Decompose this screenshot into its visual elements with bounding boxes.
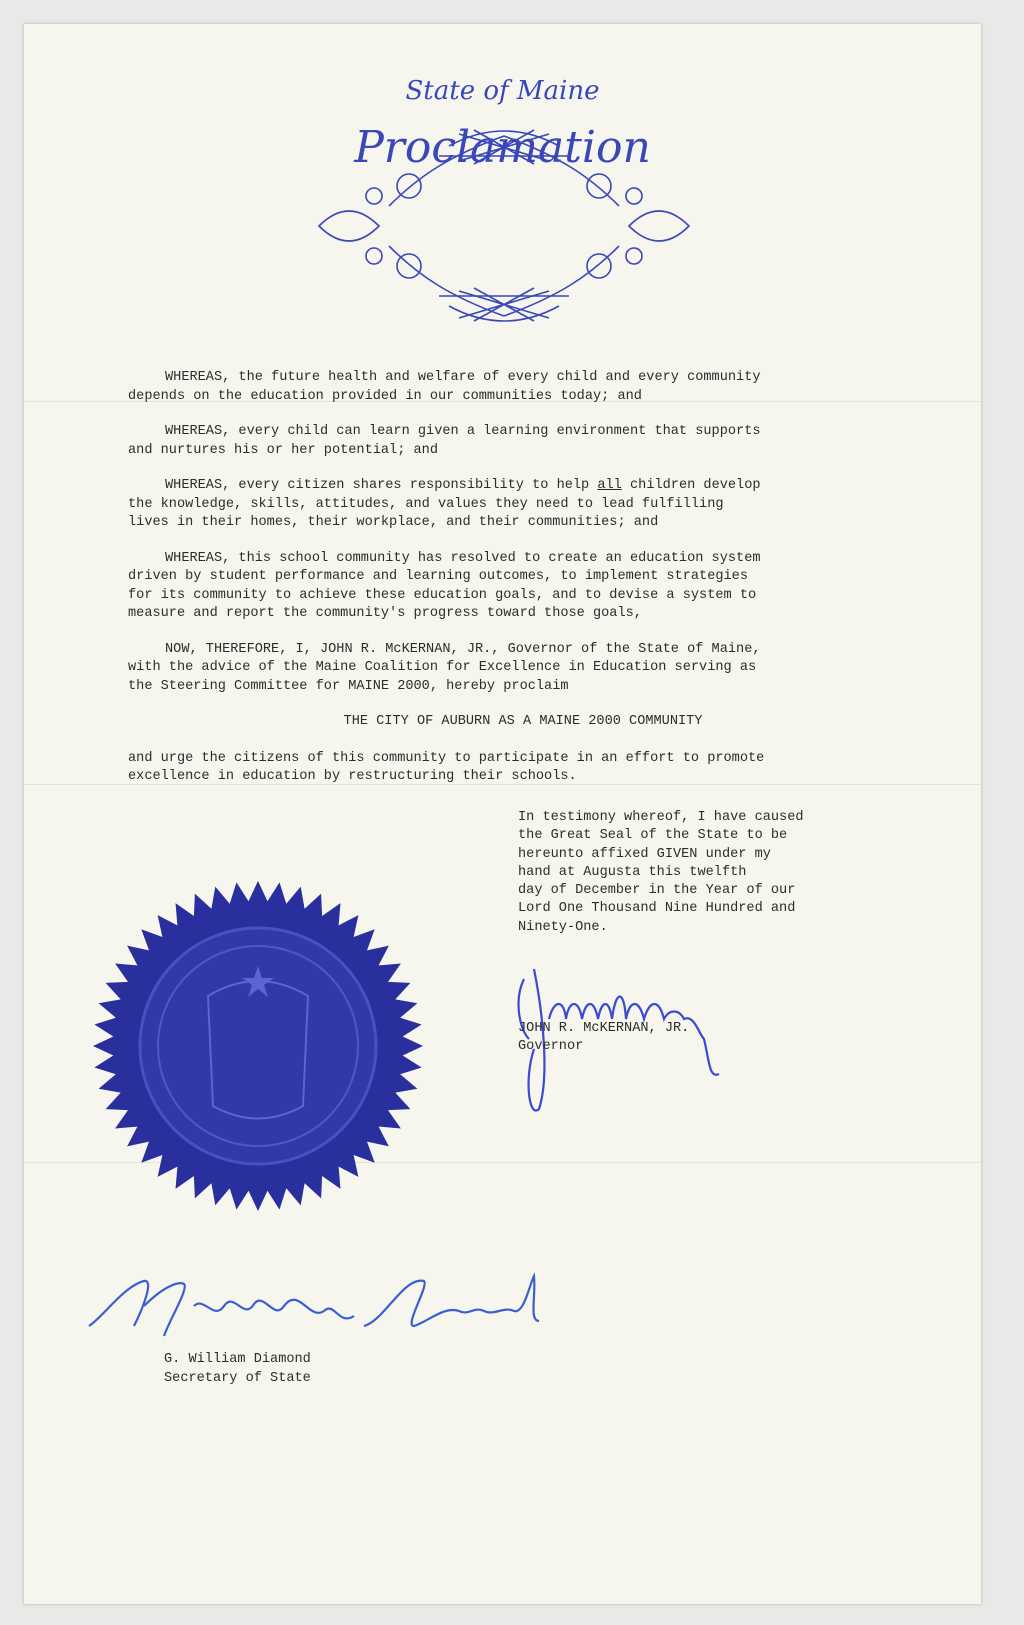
- proclamation-body: [128, 369, 918, 804]
- state-title: State of Maine: [405, 76, 600, 106]
- paragraph-text: WHEREAS, this school community has resolved to create an education system driven by student performance and learning outcomes, to implement strategies for its community to achieve these education goals, and to devise a system to measure and report the community's progress toward those goals,: [128, 550, 761, 621]
- paragraph-text: NOW, THEREFORE, I, JOHN R. McKERNAN, JR., Governor of the State of Maine, with the advice of the Maine Coalition for Excellence in Education serving as the Steering Committee for MAINE 2000, hereby proclaim: [128, 641, 761, 694]
- urge-paragraph: and urge the citizens of this community to participate in an effort to promote excellence in education by restructuring their schools.: [128, 750, 765, 784]
- whereas-paragraph: [128, 550, 918, 624]
- governor-block: [518, 1020, 689, 1056]
- secretary-signature: [84, 1266, 554, 1356]
- secretary-title: Secretary of State: [164, 1370, 311, 1386]
- paragraph-text: WHEREAS, every child can learn given a learning environment that supports and nurtures his or her potential; and: [128, 424, 761, 458]
- whereas-paragraph: [128, 423, 918, 460]
- whereas-paragraph: [128, 369, 918, 406]
- testimony-block: In testimony whereof, I have caused the Great Seal of the State to be hereunto affixed GIVEN under my hand at Augusta this twelfth day of December in the Year of our Lord One Thousand Nine Hundred and Ninety-One.: [518, 810, 804, 935]
- therefore-paragraph: [128, 641, 918, 697]
- proclaim-line: THE CITY OF AUBURN AS A MAINE 2000 COMMUNITY: [343, 714, 703, 729]
- great-seal-icon: [88, 876, 428, 1216]
- underlined-word: all: [597, 478, 622, 493]
- proclamation-document: [24, 24, 981, 1604]
- governor-name: JOHN R. McKERNAN, JR.: [518, 1021, 690, 1036]
- proclamation-title: Proclamation: [354, 122, 651, 173]
- paragraph-text: WHEREAS, the future health and welfare of every child and every community depends on the education provided in our communities today; and: [128, 370, 761, 404]
- whereas-paragraph: [128, 477, 918, 533]
- secretary-block: [164, 1351, 311, 1388]
- secretary-name: G. William Diamond: [164, 1352, 311, 1367]
- paragraph-text: WHEREAS, every citizen shares responsibility to help: [165, 478, 598, 493]
- paragraph-text: children develop the knowledge, skills, attitudes, and values they need to lead fulfilling lives in their homes, their workplace, and their communities; and: [128, 478, 761, 530]
- governor-title: Governor: [518, 1039, 584, 1054]
